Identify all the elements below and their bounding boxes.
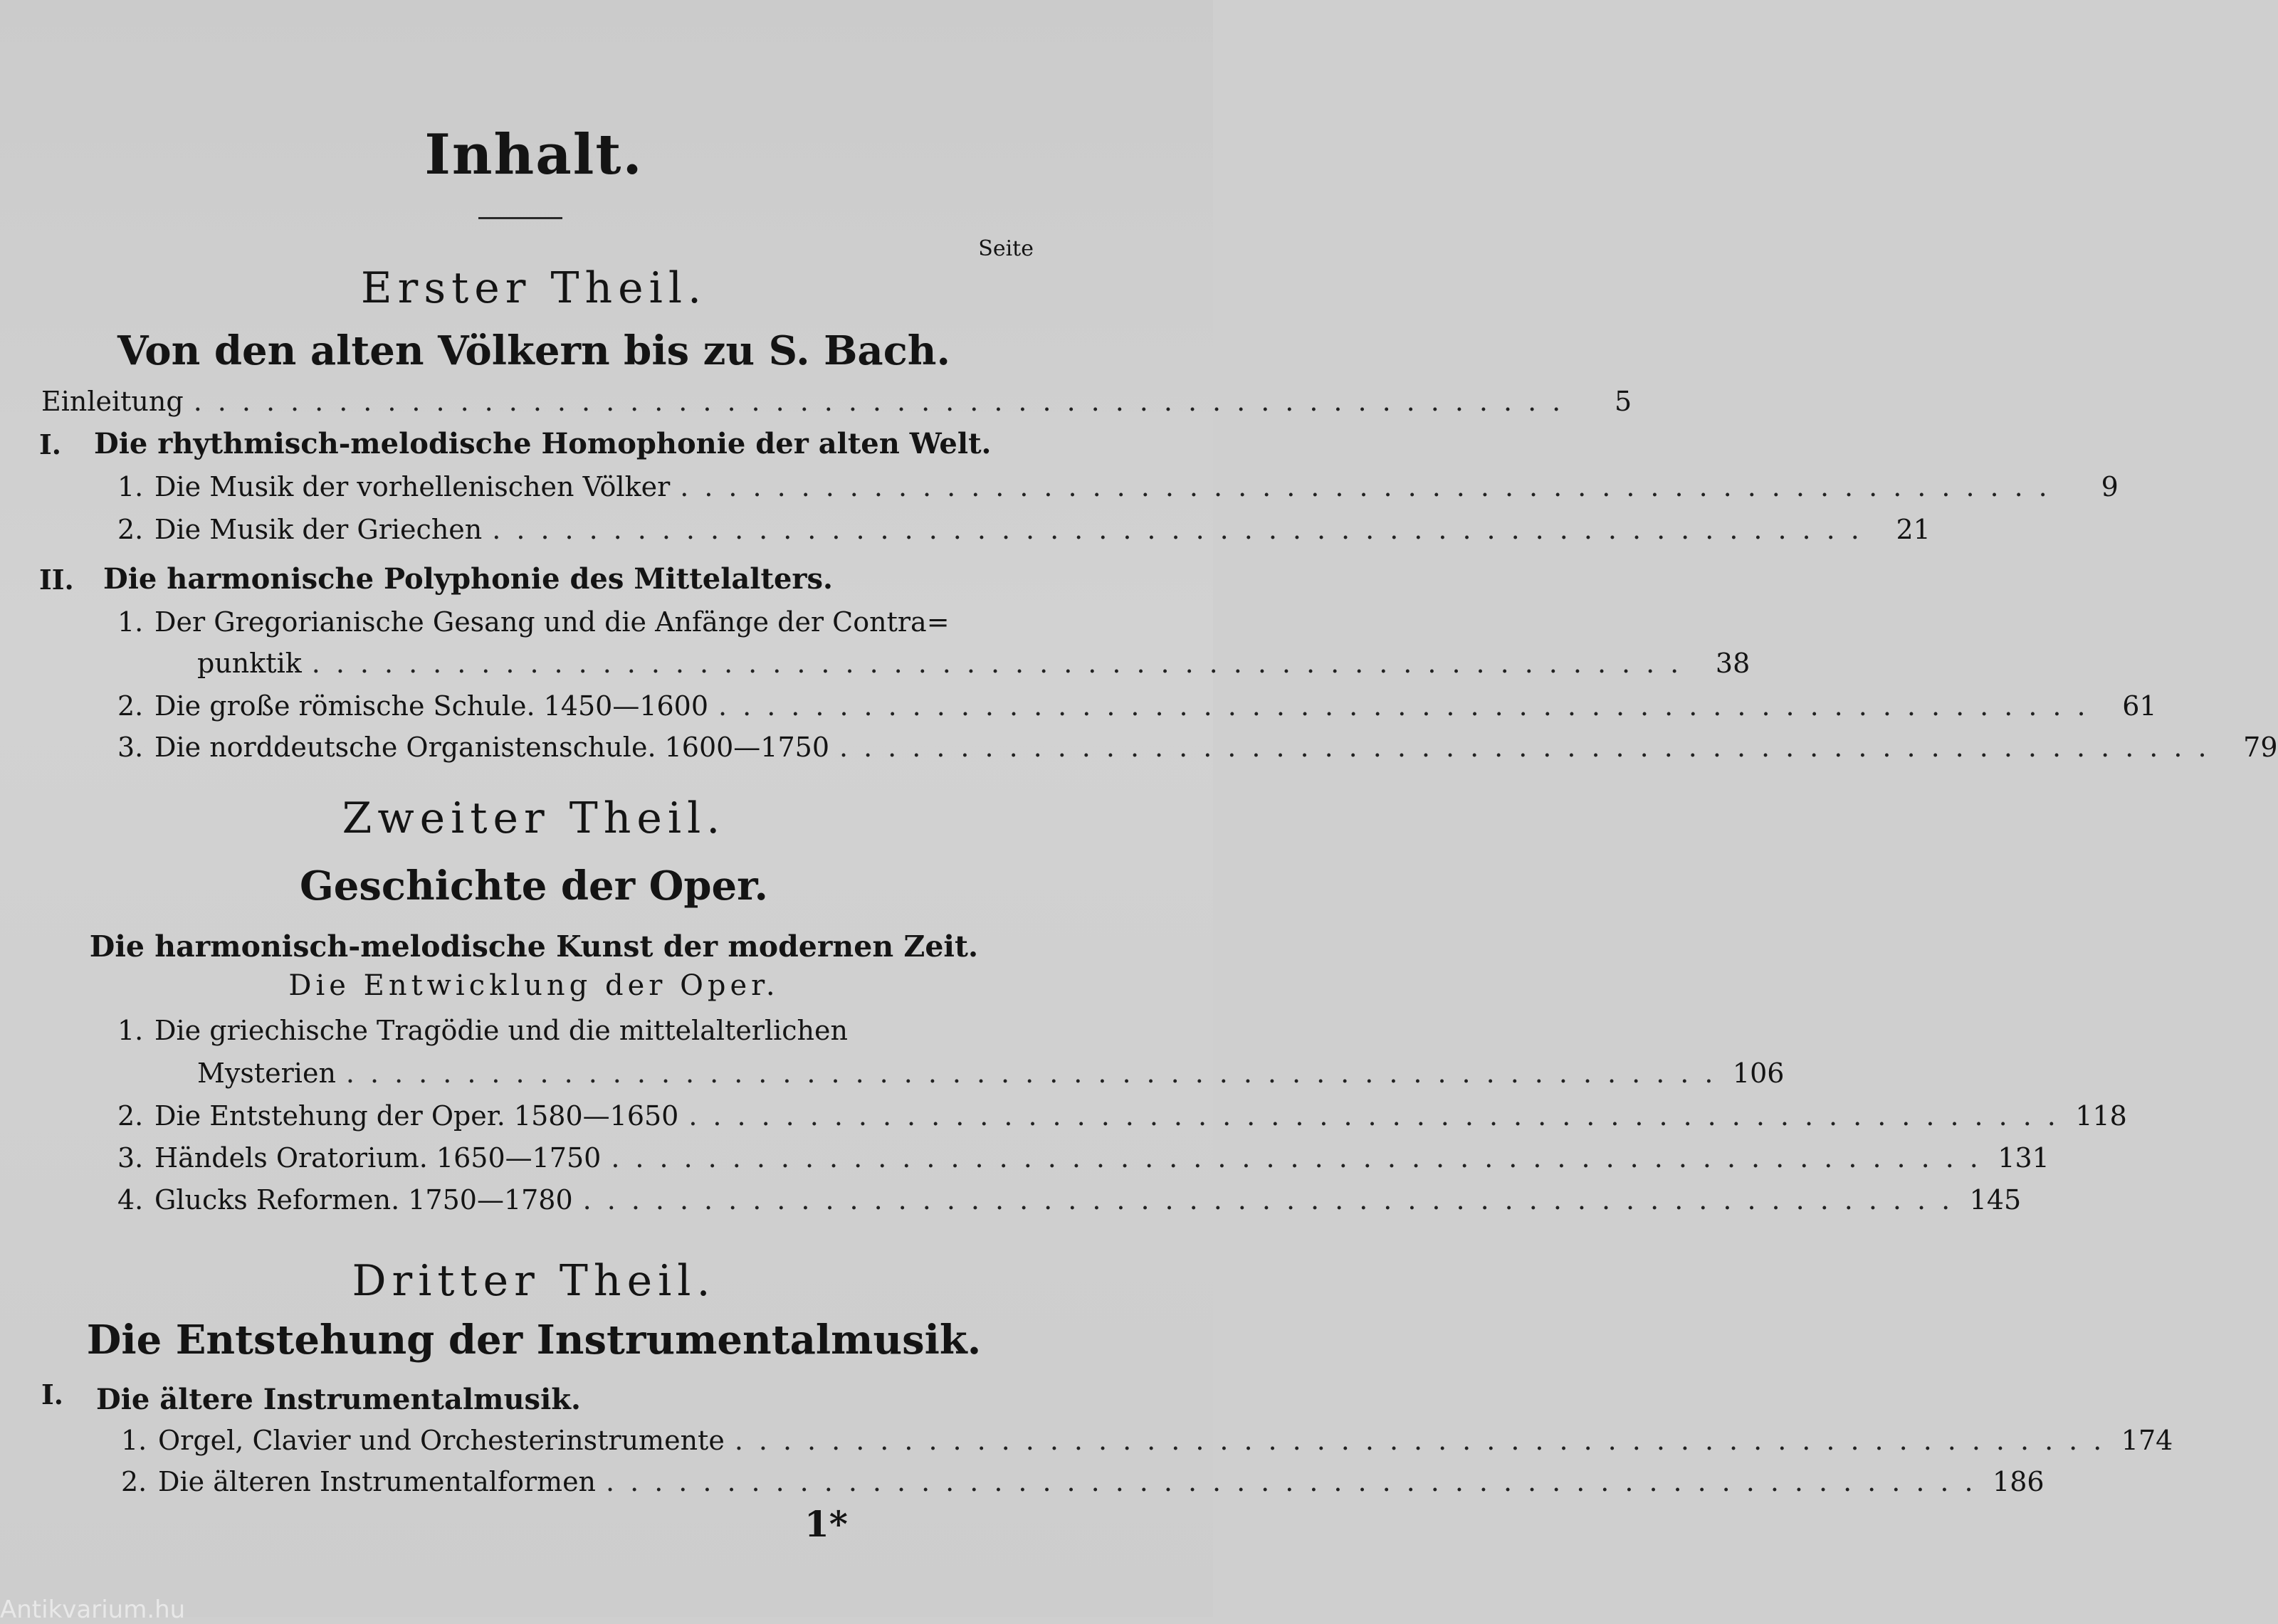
toc-entry-text: Die Musik der Griechen — [154, 514, 483, 545]
toc-page-number: 131 — [1998, 1142, 2049, 1174]
toc-entry-number: 1. — [117, 606, 144, 638]
toc-entry-number: 4. — [117, 1184, 144, 1216]
dot-leader: ......................................................... — [839, 732, 2222, 763]
toc-page-number: 9 — [2101, 471, 2119, 502]
toc-entry[interactable] — [121, 1423, 2173, 1457]
toc-entry-text: Händels Oratorium. 1650—1750 — [154, 1142, 602, 1174]
part-heading-3: Dritter Theil. — [352, 1256, 716, 1306]
page-column-label: Seite — [978, 236, 1034, 261]
dot-leader: ......................................................... — [734, 1425, 2118, 1456]
toc-entry[interactable] — [117, 1183, 2022, 1217]
toc-entry[interactable] — [121, 1465, 2045, 1499]
toc-entry-text: punktik — [197, 648, 302, 679]
toc-entry[interactable] — [117, 1013, 1034, 1048]
dot-leader: ......................................................... — [688, 1100, 2072, 1132]
toc-page-number: 186 — [1993, 1466, 2045, 1497]
section-number: I. — [39, 428, 62, 460]
toc-entry-text: Einleitung — [41, 386, 184, 417]
toc-page-number: 5 — [1615, 386, 1632, 417]
toc-page-number: 79 — [2243, 732, 2278, 763]
toc-entry-text: Die große römische Schule. 1450—1600 — [154, 690, 709, 722]
dot-leader: ......................................................... — [311, 648, 1695, 679]
title-rule — [478, 217, 562, 219]
toc-entry-einleitung[interactable] — [41, 384, 1632, 418]
dot-leader: ......................................................... — [492, 514, 1875, 545]
section-title-3: Die ältere Instrumentalmusik. — [96, 1383, 581, 1416]
toc-entry-continuation[interactable] — [197, 1056, 1785, 1090]
part-heading-1: Erster Theil. — [360, 263, 708, 313]
part-subtitle-1: Von den alten Völkern bis zu S. Bach. — [117, 327, 951, 374]
dot-leader: ......................................................... — [606, 1466, 1989, 1497]
toc-entry[interactable] — [117, 1141, 2049, 1175]
toc-entry-text: Orgel, Clavier und Orchesterinstrumente — [158, 1425, 725, 1456]
section-title-1: Die rhythmisch-melodische Homophonie der alten Welt. — [94, 427, 992, 460]
toc-entry-number: 2. — [117, 690, 144, 722]
section-title-2: Die harmonische Polyphonie des Mittelalters. — [103, 562, 833, 596]
dot-leader: ......................................................... — [611, 1142, 1994, 1174]
toc-entry-number: 2. — [121, 1466, 147, 1497]
signature-mark: 1* — [804, 1503, 848, 1545]
toc-entry[interactable] — [117, 605, 1034, 639]
toc-page-number: 118 — [2075, 1100, 2127, 1132]
part-subtitle-2b: Die harmonisch-melodische Kunst der modernen Zeit. — [89, 929, 979, 964]
section-number: I. — [41, 1378, 64, 1411]
part-heading-2: Zweiter Theil. — [342, 793, 726, 843]
section-number: II. — [39, 564, 74, 596]
toc-entry[interactable] — [117, 512, 1931, 547]
toc-entry-number: 1. — [117, 1015, 144, 1046]
toc-entry[interactable] — [117, 730, 2278, 764]
toc-entry-number: 2. — [117, 514, 144, 545]
toc-entry-text: Glucks Reformen. 1750—1780 — [154, 1184, 573, 1216]
toc-entry[interactable] — [117, 689, 2157, 723]
toc-entry-text: Die Musik der vorhellenischen Völker — [154, 471, 671, 502]
toc-entry-text: Die griechische Tragödie und die mittelalterlichen — [154, 1015, 848, 1046]
part-subtitle-2: Geschichte der Oper. — [299, 863, 769, 909]
dot-leader: ......................................................... — [718, 690, 2101, 722]
toc-entry-text: Der Gregorianische Gesang und die Anfänge der Contra= — [154, 606, 950, 638]
part-subtitle-2c: Die Entwicklung der Oper. — [288, 969, 780, 1002]
toc-page-number: 106 — [1732, 1058, 1785, 1089]
toc-entry-text: Die Entstehung der Oper. 1580—1650 — [154, 1100, 679, 1132]
toc-page-number: 21 — [1896, 514, 1931, 545]
dot-leader: ......................................................... — [582, 1184, 1966, 1216]
dot-leader: ......................................................... — [345, 1058, 1729, 1089]
toc-entry-number: 1. — [121, 1425, 147, 1456]
toc-entry[interactable] — [117, 1099, 2127, 1133]
toc-entry-number: 3. — [117, 732, 144, 763]
toc-entry[interactable] — [117, 470, 2119, 504]
toc-page-number: 38 — [1715, 648, 1751, 679]
toc-entry-number: 1. — [117, 471, 144, 502]
toc-entry-continuation[interactable] — [197, 646, 1751, 680]
dot-leader: ......................................................... — [193, 386, 1577, 417]
toc-page-number: 174 — [2121, 1425, 2173, 1456]
toc-entry-text: Die norddeutsche Organistenschule. 1600—1750 — [154, 732, 830, 763]
toc-page-number: 61 — [2122, 690, 2157, 722]
part-subtitle-3: Die Entstehung der Instrumentalmusik. — [86, 1317, 982, 1364]
toc-entry-text: Die älteren Instrumentalformen — [158, 1466, 597, 1497]
toc-entry-text: Mysterien — [197, 1058, 336, 1089]
toc-entry-number: 2. — [117, 1100, 144, 1132]
toc-page-number: 145 — [1969, 1184, 2022, 1216]
toc-entry-number: 3. — [117, 1142, 144, 1174]
watermark: Antikvarium.hu — [0, 1596, 186, 1624]
page-title: Inhalt. — [424, 122, 644, 187]
dot-leader: ......................................................... — [680, 471, 2063, 502]
